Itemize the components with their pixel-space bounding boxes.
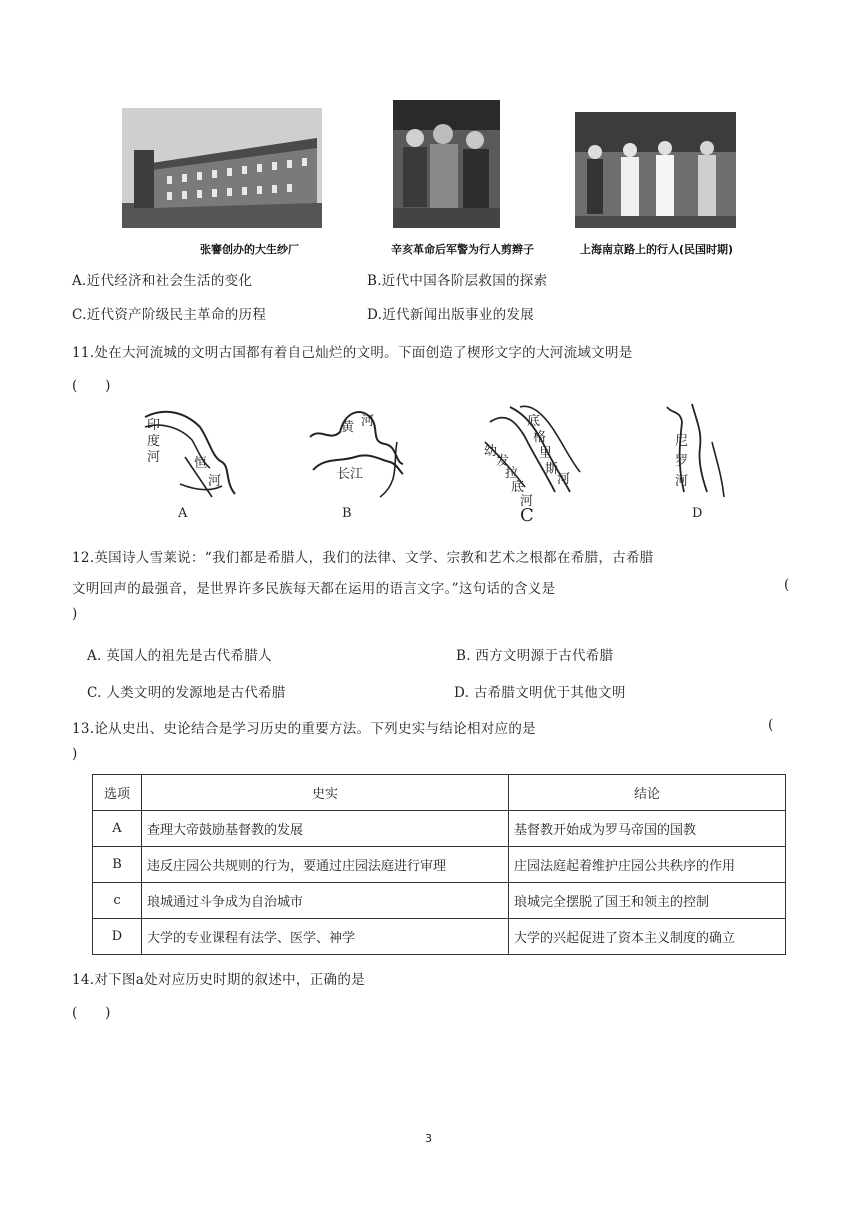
map-a-letter: A xyxy=(178,506,188,521)
map-b-label-3: 长江 xyxy=(337,467,364,482)
row-conclusion: 大学的兴起促进了资本主义制度的确立 xyxy=(509,919,786,955)
map-c-label-5: 河 xyxy=(557,472,571,487)
factory-illustration xyxy=(122,108,322,228)
row-fact: 大学的专业课程有法学、医学、神学 xyxy=(142,919,509,955)
map-c-label-8: 拉 xyxy=(505,466,519,481)
map-a-label-2: 度 xyxy=(147,434,161,449)
street-illustration xyxy=(575,112,736,228)
map-c-label-10: 河 xyxy=(520,494,534,509)
row-option: D xyxy=(93,919,142,955)
q13-paren-close: ) xyxy=(72,746,78,762)
header-conclusion: 结论 xyxy=(509,775,786,811)
q12-option-b: B. 西方文明源于古代希腊 xyxy=(456,648,614,664)
row-fact: 琅城通过斗争成为自治城市 xyxy=(142,883,509,919)
row-option: A xyxy=(93,811,142,847)
q13-stem: 13.论从史出、史论结合是学习历史的重要方法。下列史实与结论相对应的是 xyxy=(72,721,536,737)
q10-option-a: A.近代经济和社会生活的变化 xyxy=(72,273,253,289)
q12-option-a: A. 英国人的祖先是古代希腊人 xyxy=(87,648,272,664)
q12-paren-close: ) xyxy=(72,606,78,622)
map-d-label-3: 河 xyxy=(675,474,689,489)
map-b-yellow-yangtze xyxy=(305,402,405,502)
header-option: 选项 xyxy=(93,775,142,811)
map-c-label-4: 斯 xyxy=(545,462,559,477)
q12-option-d: D. 古希腊文明优于其他文明 xyxy=(454,685,626,701)
q13-paren-open: ( xyxy=(768,717,774,733)
table-header-row xyxy=(93,775,786,811)
map-d-label-2: 罗 xyxy=(675,454,689,469)
map-d-letter: D xyxy=(692,506,703,521)
row-fact: 违反庄园公共规则的行为，要通过庄园法庭进行审理 xyxy=(142,847,509,883)
caption-factory: 张謇创办的大生纱厂 xyxy=(200,243,299,256)
map-c-label-9: 底 xyxy=(511,480,525,495)
page-number: 3 xyxy=(425,1132,432,1145)
photo-nanjing-road xyxy=(575,112,736,228)
q14-stem: 14.对下图a处对应历史时期的叙述中，正确的是 xyxy=(72,972,365,988)
table-row xyxy=(93,919,786,955)
q11-paren: ( ) xyxy=(72,378,111,394)
row-fact: 查理大帝鼓励基督教的发展 xyxy=(142,811,509,847)
row-option: B xyxy=(93,847,142,883)
row-conclusion: 庄园法庭起着维护庄园公共秩序的作用 xyxy=(509,847,786,883)
photo-dasheng-factory xyxy=(122,108,322,228)
crowd-illustration xyxy=(393,100,500,228)
table-row xyxy=(93,811,786,847)
map-b-letter: B xyxy=(342,506,352,521)
q12-stem-line1: 12.英国诗人雪莱说：“我们都是希腊人，我们的法律、文学、宗教和艺术之根都在希腊，古希腊 xyxy=(72,550,654,566)
map-b-label-1: 黄 xyxy=(341,420,355,435)
map-b-label-2: 河 xyxy=(361,414,375,429)
map-c-label-6: 幼 xyxy=(484,444,498,459)
q12-option-c: C. 人类文明的发源地是古代希腊 xyxy=(87,685,286,701)
q14-paren: ( ) xyxy=(72,1005,111,1021)
header-fact: 史实 xyxy=(142,775,509,811)
q10-option-c: C.近代资产阶级民主革命的历程 xyxy=(72,307,267,323)
caption-nanjing-road: 上海南京路上的行人(民国时期) xyxy=(580,243,734,256)
map-a-label-1: 印 xyxy=(147,418,161,433)
q13-table xyxy=(92,774,786,955)
row-option: c xyxy=(93,883,142,919)
q12-paren-open: ( xyxy=(784,577,790,593)
map-a-label-5: 河 xyxy=(208,474,222,489)
map-c-label-3: 里 xyxy=(539,446,553,461)
caption-queue: 辛亥革命后军警为行人剪辫子 xyxy=(391,243,534,256)
map-a-label-3: 河 xyxy=(147,450,161,465)
map-a-label-4: 恒 xyxy=(194,456,208,471)
q10-option-d: D.近代新闻出版事业的发展 xyxy=(367,307,535,323)
row-conclusion: 琅城完全摆脱了国王和领主的控制 xyxy=(509,883,786,919)
q12-stem-line2: 文明回声的最强音，是世界许多民族每天都在运用的语言文字。”这句话的含义是 xyxy=(72,581,556,597)
map-c-letter: C xyxy=(520,505,534,526)
map-c-label-7: 发 xyxy=(496,454,510,469)
table-row xyxy=(93,883,786,919)
row-conclusion: 基督教开始成为罗马帝国的国教 xyxy=(509,811,786,847)
map-c-label-1: 底 xyxy=(527,414,541,429)
map-d-label-1: 尼 xyxy=(675,434,689,449)
table-row xyxy=(93,847,786,883)
photo-queue-cutting xyxy=(393,100,500,228)
q10-option-b: B.近代中国各阶层救国的探索 xyxy=(367,273,548,289)
map-d-nile xyxy=(662,402,732,502)
map-c-label-2: 格 xyxy=(533,430,547,445)
q11-stem: 11.处在大河流城的文明古国都有着自己灿烂的文明。下面创造了楔形文字的大河流域文明是 xyxy=(72,345,633,361)
